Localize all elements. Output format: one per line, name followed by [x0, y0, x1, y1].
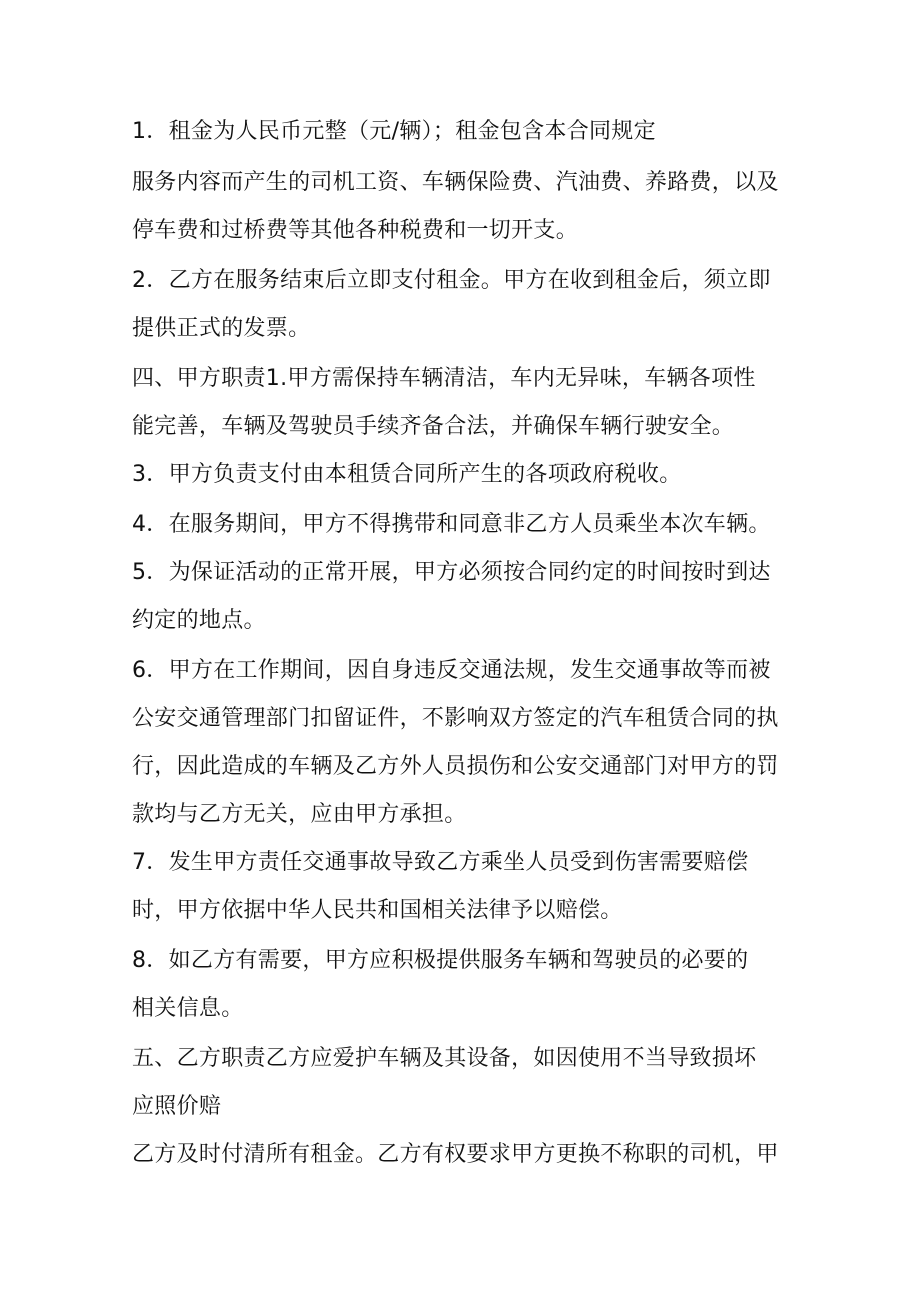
text-line-pay-rent: 乙方及时付清所有租金。乙方有权要求甲方更换不称职的司机，甲: [132, 1142, 779, 1167]
text-line-rent-amount: 1．租金为人民币元整（元/辆）；租金包含本合同规定: [132, 119, 656, 144]
text-line-location: 约定的地点。: [132, 608, 266, 633]
text-line-accident: 7．发生甲方责任交通事故导致乙方乘坐人员受到伤害需要赔偿: [132, 850, 749, 875]
text-line-related-info: 相关信息。: [132, 996, 244, 1021]
text-line-information: 8．如乙方有需要，甲方应积极提供服务车辆和驾驶员的必要的: [132, 948, 749, 973]
text-line-party-b-duties: 五、乙方职责乙方应爱护车辆及其设备，如因使用不当导致损坏: [132, 1046, 757, 1071]
text-line-rent-fees: 停车费和过桥费等其他各种税费和一切开支。: [132, 218, 579, 243]
text-line-party-a-duties: 四、甲方职责1.甲方需保持车辆清洁，车内无异味，车辆各项性: [132, 366, 756, 391]
text-line-liability: 款均与乙方无关，应由甲方承担。: [132, 802, 467, 827]
text-line-rent-scope: 服务内容而产生的司机工资、车辆保险费、汽油费、养路费，以及: [132, 170, 779, 195]
text-line-punctuality: 5．为保证活动的正常开展，甲方必须按合同约定的时间按时到达: [132, 560, 771, 585]
text-line-license-detained: 公安交通管理部门扣留证件，不影响双方签定的汽车租赁合同的执: [132, 706, 779, 731]
text-line-compensation: 时，甲方依据中华人民共和国相关法律予以赔偿。: [132, 898, 623, 923]
text-line-taxes: 3．甲方负责支付由本租赁合同所产生的各项政府税收。: [132, 462, 682, 487]
text-line-damage: 行，因此造成的车辆及乙方外人员损伤和公安交通部门对甲方的罚: [132, 754, 779, 779]
text-line-payment: 2．乙方在服务结束后立即支付租金。甲方在收到租金后，须立即: [132, 268, 771, 293]
text-line-invoice: 提供正式的发票。: [132, 316, 311, 341]
text-line-traffic-violation: 6．甲方在工作期间，因自身违反交通法规，发生交通事故等而被: [132, 658, 771, 683]
text-line-compensate-damage: 应照价赔: [132, 1094, 222, 1119]
text-line-vehicle-safety: 能完善，车辆及驾驶员手续齐备合法，并确保车辆行驶安全。: [132, 414, 735, 439]
text-line-passengers: 4．在服务期间，甲方不得携带和同意非乙方人员乘坐本次车辆。: [132, 512, 771, 537]
